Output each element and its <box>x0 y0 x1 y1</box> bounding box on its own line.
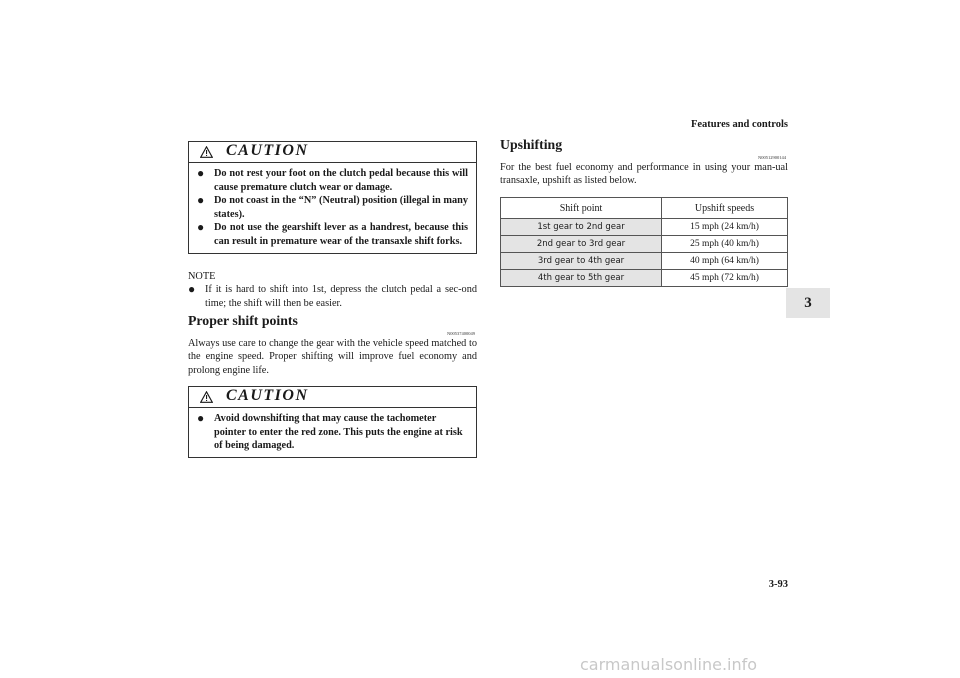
section-heading-upshifting: Upshifting <box>500 137 563 152</box>
table-cell-speed: 15 mph (24 km/h) <box>662 219 788 236</box>
table-header-upshift-speeds: Upshift speeds <box>662 198 788 219</box>
upshift-table <box>500 197 788 287</box>
table-cell-shift-point: 2nd gear to 3rd gear <box>501 236 662 253</box>
section-code: N00537400049 <box>447 331 475 336</box>
table-row <box>501 219 788 236</box>
section-code: N00512900144 <box>758 155 786 160</box>
table-row <box>501 270 788 287</box>
caution-label: CAUTION <box>226 387 309 404</box>
table-cell-shift-point: 4th gear to 5th gear <box>501 270 662 287</box>
caution-item: ● Do not rest your foot on the clutch pedal because this will cause premature clutch wear or damage. <box>197 166 468 193</box>
page-number: 3-93 <box>768 579 788 590</box>
bullet-icon: ● <box>197 220 205 235</box>
table-cell-speed: 40 mph (64 km/h) <box>662 253 788 270</box>
note-label: NOTE <box>188 271 216 282</box>
table-row <box>501 236 788 253</box>
table-header-shift-point: Shift point <box>501 198 662 219</box>
bullet-icon: ● <box>197 166 205 180</box>
table-cell-speed: 45 mph (72 km/h) <box>662 270 788 287</box>
page-header-title: Features and controls <box>690 119 788 130</box>
caution-label: CAUTION <box>226 142 309 159</box>
chapter-tab <box>786 288 830 318</box>
watermark-text: carmanualsonline.info <box>580 655 758 674</box>
caution-item: ● Do not use the gearshift lever as a handrest, because this can result in premature wear of the transaxle shift forks. <box>197 220 468 247</box>
warning-triangle-icon <box>200 146 213 158</box>
table-row <box>501 253 788 270</box>
bullet-icon: ● <box>197 411 205 425</box>
chapter-number: 3 <box>804 294 812 311</box>
caution-item: ● Avoid downshifting that may cause the tachometer pointer to enter the red zone. This puts the engine at risk of being damaged. <box>197 411 463 452</box>
caution-box-downshift <box>188 386 477 458</box>
caution-item: ● Do not coast in the “N” (Neutral) position (illegal in many states). <box>197 193 468 220</box>
bullet-icon: ● <box>188 282 196 296</box>
bullet-icon: ● <box>197 193 205 208</box>
table-header-row <box>501 198 788 219</box>
note-block <box>188 271 477 310</box>
table-cell-speed: 25 mph (40 km/h) <box>662 236 788 253</box>
table-cell-shift-point: 3rd gear to 4th gear <box>501 253 662 270</box>
note-item: ● If it is hard to shift into 1st, depress the clutch pedal a sec-ond time; the shift will then be easier. <box>188 282 477 309</box>
section-heading-proper-shift-points: Proper shift points <box>188 313 298 328</box>
caution-header <box>189 142 476 163</box>
warning-triangle-icon <box>200 391 213 403</box>
caution-header <box>189 387 476 408</box>
upshifting-paragraph: For the best fuel economy and performance in using your man-ual transaxle, upshift as listed below. <box>500 162 788 187</box>
table-cell-shift-point: 1st gear to 2nd gear <box>501 219 662 236</box>
caution-box-clutch <box>188 141 477 254</box>
proper-shift-paragraph: Always use care to change the gear with the vehicle speed matched to the engine speed. Proper shifting will improve fuel economy and prolong engine life. <box>188 338 477 376</box>
